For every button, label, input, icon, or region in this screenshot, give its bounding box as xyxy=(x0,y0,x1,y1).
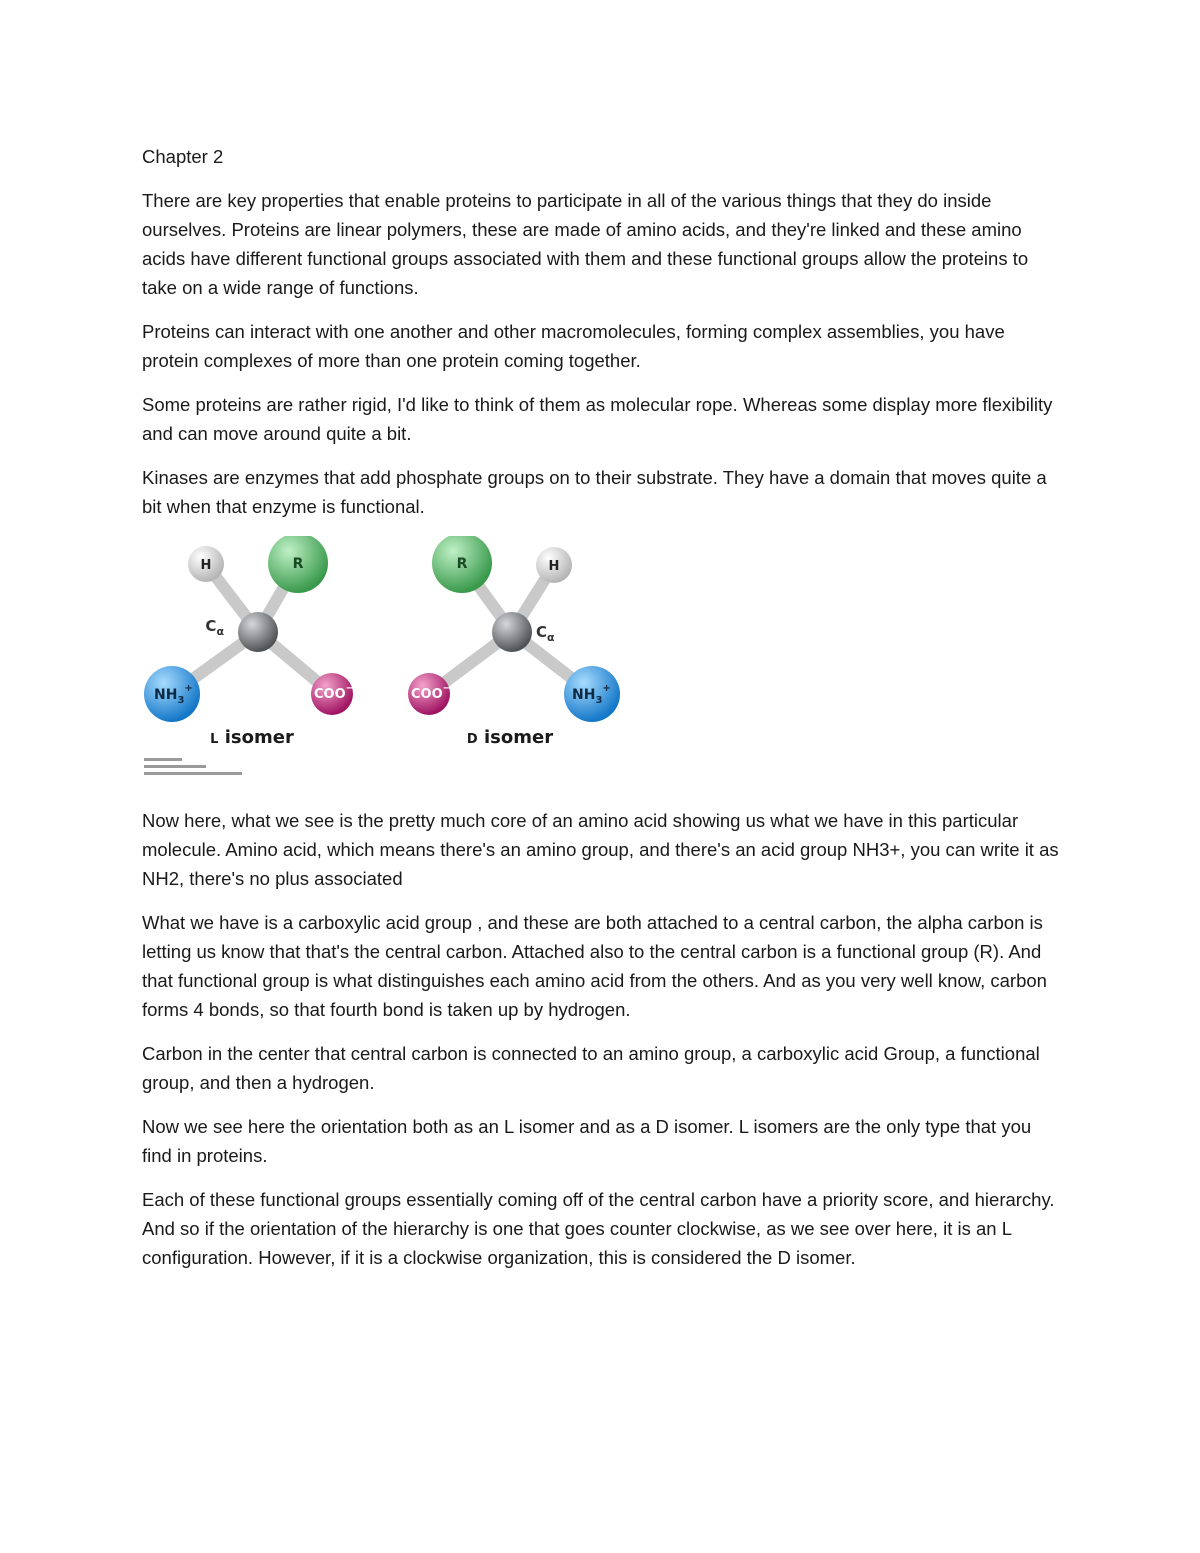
chapter-title: Chapter 2 xyxy=(142,146,224,167)
d-carboxyl-group-label: COO− xyxy=(411,683,452,702)
isomer-diagram xyxy=(142,536,622,788)
d-isomer-title: D isomer xyxy=(466,727,554,748)
d-isomer-model xyxy=(408,536,620,748)
l-alpha-carbon-atom xyxy=(238,612,278,652)
d-hydrogen-label: H xyxy=(548,559,560,574)
l-isomer-model xyxy=(144,536,354,748)
amino-acid-isomer-figure xyxy=(142,536,622,788)
l-isomer-title: L isomer xyxy=(210,727,294,748)
paragraph-protein-interactions: Proteins can interact with one another and other macromolecules, forming complex assemblies, you have protein complexes of more than one protein coming together. xyxy=(142,321,1005,371)
paragraph-priority-hierarchy: Each of these functional groups essentially coming off of the central carbon have a priority score, and hierarchy. And so if the orientation of the hierarchy is one that goes counter clockwise, as we see over here, it is an L configuration. However, if it is a clockwise organization, this is considered the D isomer. xyxy=(142,1189,1055,1268)
paragraph-isomer-orientation: Now we see here the orientation both as an L isomer and as a D isomer. L isomers are the only type that you find in proteins. xyxy=(142,1116,1032,1166)
paragraph-rigidity: Some proteins are rather rigid, I'd like to think of them as molecular rope. Whereas some display more flexibility and can move around quite a bit. xyxy=(142,394,1053,444)
d-alpha-carbon-atom xyxy=(492,612,532,652)
paragraph-central-carbon: Carbon in the center that central carbon is connected to an amino group, a carboxylic acid Group, a functional group, and then a hydrogen. xyxy=(142,1043,1040,1093)
document-body xyxy=(142,142,1062,1287)
l-r-group-label: R xyxy=(292,556,304,572)
paragraph-carboxylic-group: What we have is a carboxylic acid group , and these are both attached to a central carbon, the alpha carbon is letting us know that that's the central carbon. Attached also to the central carbon is a functional group (R). And that functional group is what distinguishes each amino acid from the others. And as you very well know, carbon forms 4 bonds, so that fourth bond is taken up by hydrogen. xyxy=(142,912,1047,1020)
figure-credit-marks xyxy=(144,758,242,775)
d-alpha-carbon-label: $C_\alpha$ xyxy=(536,623,555,644)
l-hydrogen-label: H xyxy=(200,558,212,573)
l-carboxyl-group-label: COO− xyxy=(314,683,355,702)
paragraph-amino-acid-core: Now here, what we see is the pretty much core of an amino acid showing us what we have in this particular molecule. Amino acid, which means there's an amino group, and there's an acid group NH3+, you can write it as NH2, there's no plus associated xyxy=(142,810,1059,889)
l-alpha-carbon-label: $C_\alpha$ xyxy=(205,617,224,638)
d-amino-group-label: $NH_3^+$ xyxy=(572,683,611,706)
l-amino-group-label: $NH_3^+$ xyxy=(154,683,193,706)
d-r-group-label: R xyxy=(456,556,468,572)
paragraph-kinases: Kinases are enzymes that add phosphate groups on to their substrate. They have a domain that moves quite a bit when that enzyme is functional. xyxy=(142,467,1047,517)
paragraph-key-properties: There are key properties that enable proteins to participate in all of the various things that they do inside ourselves. Proteins are linear polymers, these are made of amino acids, and they're linked and these amino acids have different functional groups associated with them and these functional groups allow the proteins to take on a wide range of functions. xyxy=(142,190,1029,298)
